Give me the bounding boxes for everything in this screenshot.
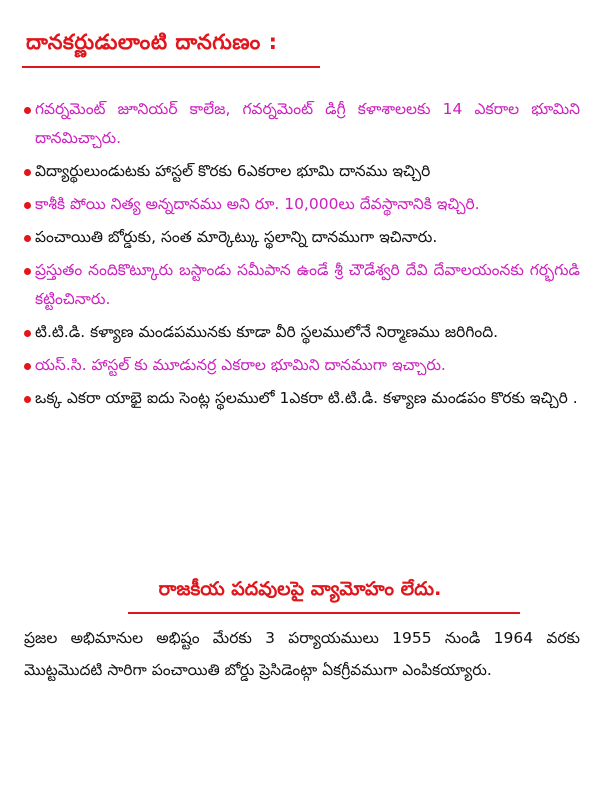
heading-underline — [22, 66, 320, 68]
list-item — [24, 190, 580, 219]
list-item — [24, 256, 580, 314]
list-item-text: గవర్నమెంట్ జూనియర్ కాలేజ, గవర్నమెంట్ డిగ్రీ కళాశాలలకు 14 ఎకరాల భూమిని దానమిచ్చారు. — [35, 100, 580, 147]
bullet-icon — [24, 396, 31, 403]
list-item-text: టి.టి.డి. కళ్యాణ మండపమునకు కూడా వీరి స్థలములోనే నిర్మాణము జరిగింది. — [35, 323, 499, 341]
list-item-text: ప్రస్తుతం నందికొట్కూరు బస్టాండు సమీపాన ఉండే శ్రీ చౌడేశ్వరి దేవి దేవాలయంనకు గర్భగుడి కట్టించినారు. — [35, 261, 580, 308]
bullet-icon — [24, 268, 31, 275]
list-item — [24, 351, 580, 380]
list-item-text: కాశీకి పోయి నిత్య అన్నదానము అని రూ. 10,000లు దేవస్థానానికి ఇచ్చిరి. — [35, 195, 480, 213]
bullet-icon — [24, 235, 31, 242]
list-item — [24, 384, 580, 413]
list-item-text: పంచాయితి బోర్డుకు, సంత మార్కెట్కు స్థలాన్ని దానముగా ఇచినారు. — [35, 228, 438, 246]
list-item-text: విద్యార్థులుండుటకు హాస్టల్ కొరకు 6ఎకరాల భూమి దానము ఇచ్చిరి — [35, 162, 431, 180]
bullet-icon — [24, 202, 31, 209]
politics-paragraph: ప్రజల అభిమానుల అభిష్టం మేరకు 3 పర్యాయములు 1955 నుండి 1964 వరకు మొట్టమొదటి సారిగా పంచాయితి బోర్డు ప్రెసిడెంట్గా ఏకగ్రీవముగా ఎంపికయ్యారు. — [24, 629, 580, 679]
charity-list — [24, 95, 580, 417]
bullet-icon — [24, 169, 31, 176]
list-item-text: ఒక్క ఎకరా యాభై ఐదు సెంట్ల స్థలములో 1ఎకరా టి.టి.డి. కళ్యాణ మండపం కొరకు ఇచ్చిరి . — [35, 389, 578, 407]
list-item-text: యస్.సి. హాస్టల్ కు మూడునర్ర ఎకరాల భూమిని దానముగా ఇచ్చారు. — [35, 356, 446, 374]
list-item — [24, 95, 580, 153]
bullet-icon — [24, 107, 31, 114]
bullet-icon — [24, 363, 31, 370]
bullet-icon — [24, 330, 31, 337]
list-item — [24, 318, 580, 347]
list-item — [24, 157, 580, 186]
section-heading-charity: దానకర్ణుడులాంటి దానగుణం : — [26, 30, 278, 54]
list-item — [24, 223, 580, 252]
subheading-underline — [128, 612, 520, 614]
section-heading-politics: రాజకీయ పదవులపై వ్యామోహం లేదు. — [158, 578, 442, 600]
